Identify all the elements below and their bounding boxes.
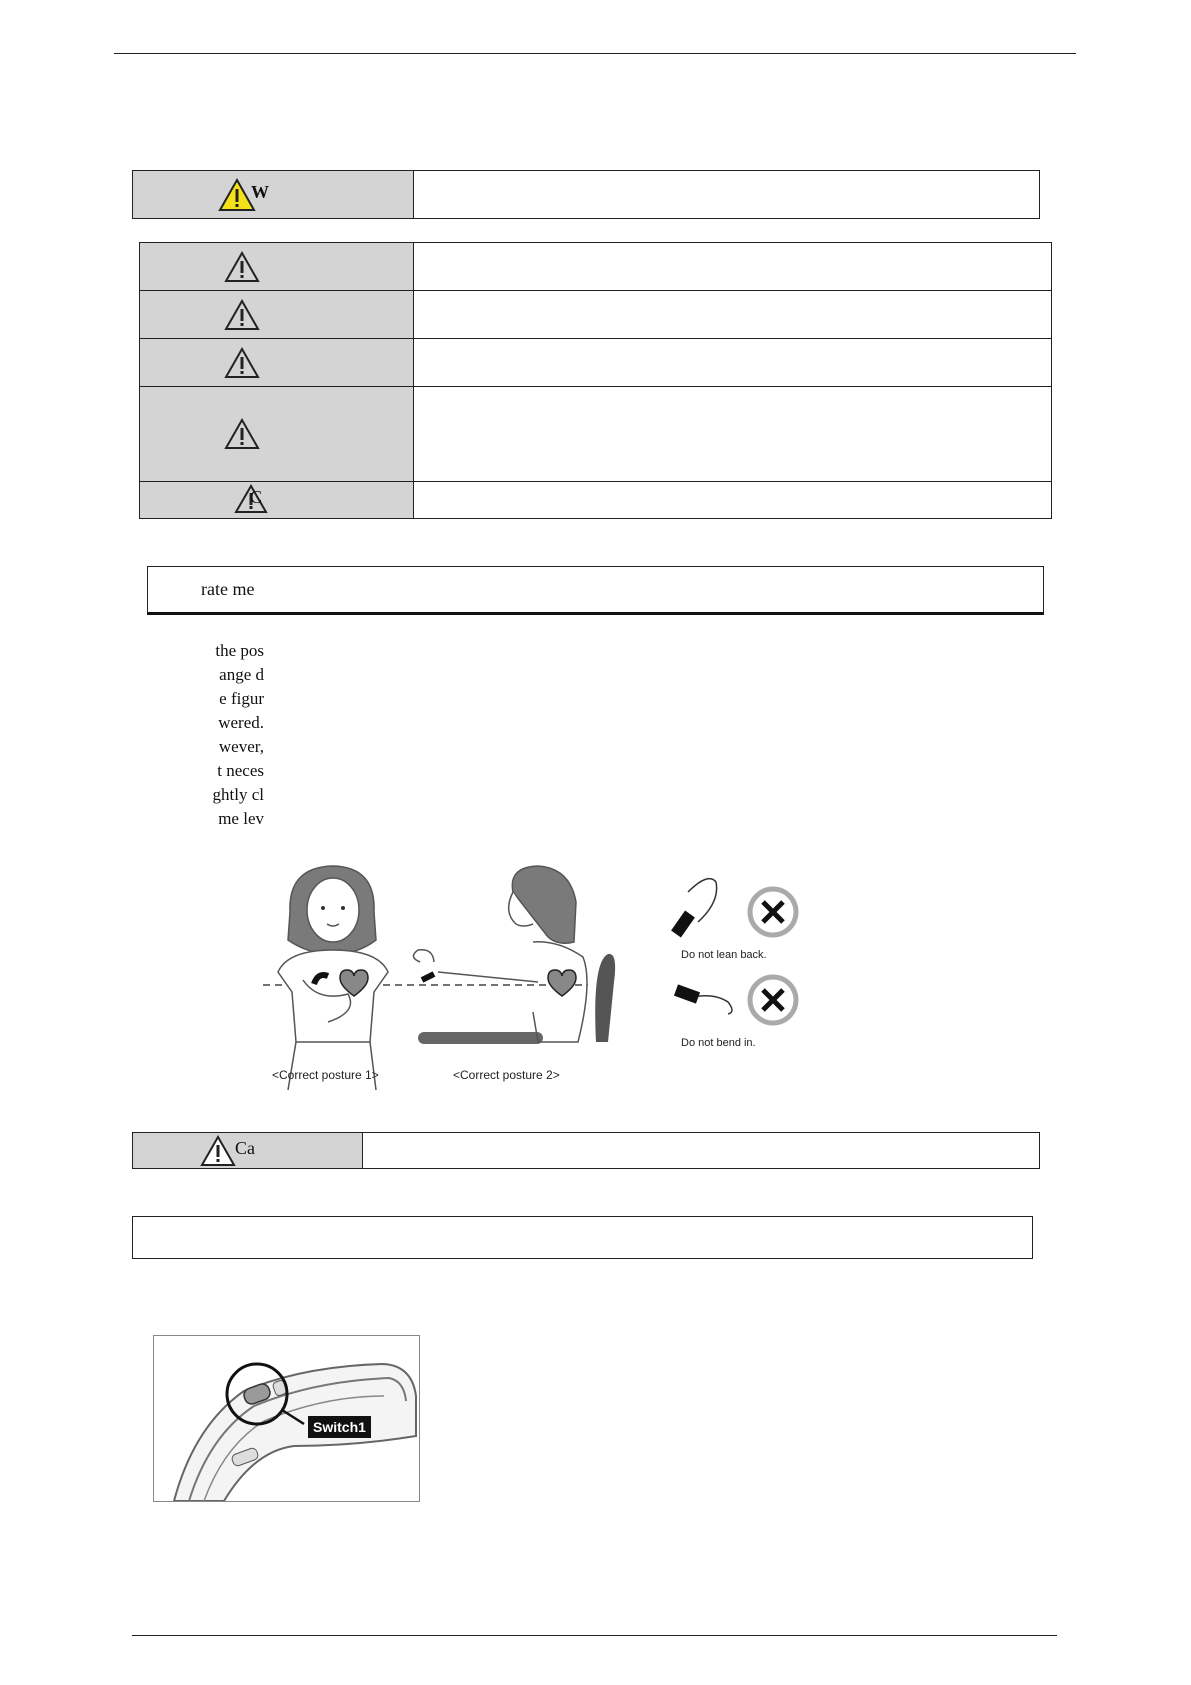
fragment-line: ange d: [219, 665, 264, 684]
fragment-line: ghtly cl: [212, 785, 264, 804]
no-lean-caption: Do not lean back.: [681, 949, 767, 961]
fragment-line: wered.: [218, 713, 264, 732]
no-bend-caption: Do not bend in.: [681, 1037, 756, 1049]
warning-row: [140, 291, 1051, 339]
fragment-line: me lev: [218, 809, 264, 828]
x-icon: [750, 889, 796, 935]
person-side-figure: [413, 866, 587, 1042]
partial-table-label: C: [250, 487, 263, 507]
warning-row: [140, 243, 1051, 291]
switch-figure-frame: [153, 1335, 420, 1502]
posture-caption-2: <Correct posture 2>: [453, 1068, 560, 1082]
wrist-band-icon: [422, 974, 434, 980]
device-illustration: [154, 1336, 419, 1501]
wrong-posture-bend: [676, 990, 732, 1014]
warning-items-table: [139, 242, 1052, 519]
fragment-line: the pos: [215, 641, 264, 660]
warning-header-label: W: [251, 182, 269, 202]
caution-icon: [200, 1135, 236, 1167]
fragment-line: e figur: [219, 689, 264, 708]
warning-row: [140, 387, 1051, 482]
empty-note-box: [132, 1216, 1033, 1259]
warning-header-box: [132, 170, 1040, 219]
fragment-line: wever,: [218, 737, 264, 756]
table-top: [418, 1032, 543, 1044]
wrong-posture-lean: [676, 879, 717, 934]
warning-header-cell: [133, 171, 414, 218]
caution-header-box: [132, 1132, 1040, 1169]
text-fragments: [150, 639, 264, 831]
warning-row: [140, 482, 1051, 518]
person-front-figure: [278, 866, 388, 1090]
caution-header-label: Ca: [235, 1138, 255, 1158]
x-icon: [750, 977, 796, 1023]
warning-icon: [224, 299, 260, 331]
warning-icon: [224, 347, 260, 379]
posture-caption-1: <Correct posture 1>: [272, 1068, 379, 1082]
accurate-measurement-box: [147, 566, 1044, 615]
accurate-measurement-label: rate me: [201, 579, 255, 599]
header-rule: [114, 53, 1076, 54]
warning-icon: [224, 418, 260, 450]
switch-label: Switch1: [308, 1416, 371, 1438]
fragment-line: t neces: [217, 761, 264, 780]
footer-rule: [132, 1635, 1057, 1636]
warning-icon: [224, 251, 260, 283]
chair-back: [595, 954, 615, 1042]
warning-row: [140, 339, 1051, 387]
heart-icon: [548, 970, 576, 996]
posture-illustration: [258, 862, 808, 1090]
